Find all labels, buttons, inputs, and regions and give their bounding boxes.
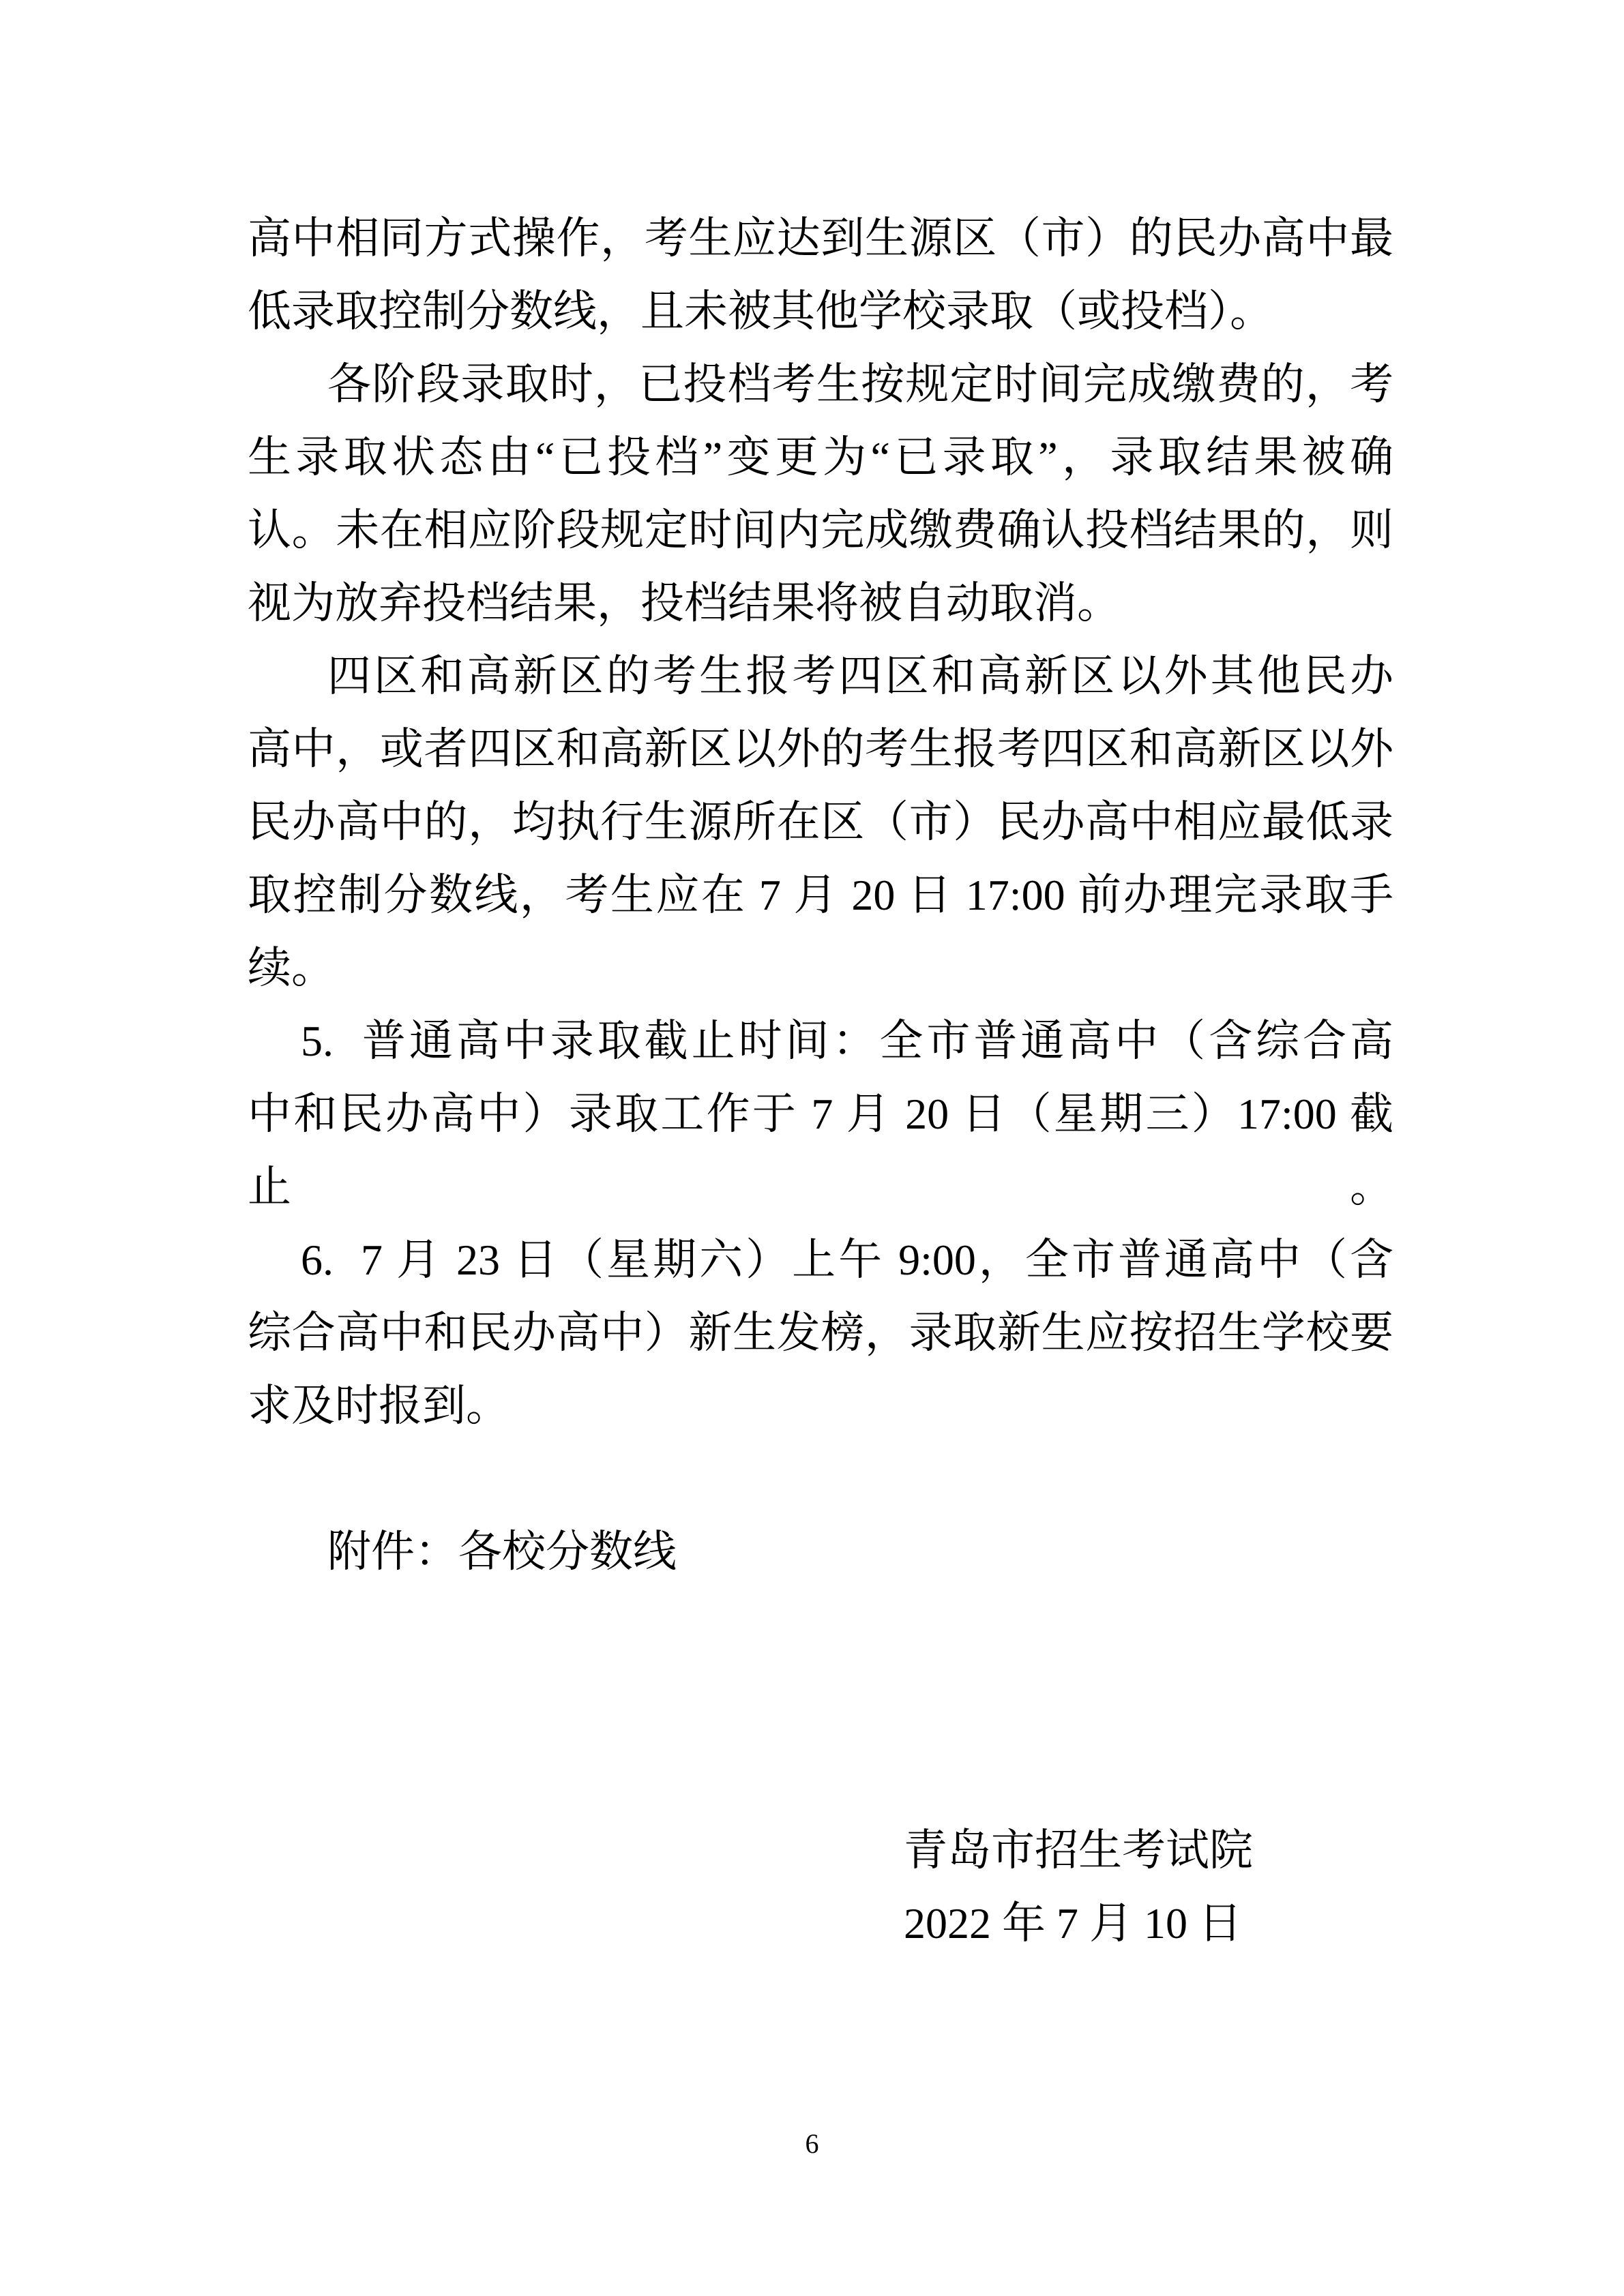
item-5-line-1: 5. 普通高中录取截止时间：全市普通高中（含综合高 [301, 1017, 1393, 1065]
body-line-2: 低录取控制分数线，且未被其他学校录取（或投档）。 [248, 287, 1273, 336]
body-line-11: 续。 [248, 944, 335, 992]
body-line-10: 取控制分数线，考生应在 7 月 20 日 17:00 前办理完录取手 [248, 871, 1393, 919]
item-6-line-1: 6. 7 月 23 日（星期六）上午 9:00，全市普通高中（含 [301, 1236, 1393, 1284]
page-number: 6 [805, 2128, 819, 2159]
body-line-8: 高中，或者四区和高新区以外的考生报考四区和高新区以外 [248, 725, 1393, 773]
body-line-6: 视为放弃投档结果，投档结果将被自动取消。 [248, 579, 1121, 627]
attachment-note: 附件：各校分数线 [327, 1527, 677, 1576]
body-line-9: 民办高中的，均执行生源所在区（市）民办高中相应最低录 [248, 798, 1393, 846]
item-6-line-2: 综合高中和民办高中）新生发榜，录取新生应按招生学校要 [248, 1309, 1393, 1357]
document-content [248, 202, 1393, 1960]
body-line-1: 高中相同方式操作，考生应达到生源区（市）的民办高中最 [248, 214, 1393, 263]
body-line-5: 认。未在相应阶段规定时间内完成缴费确认投档结果的，则 [248, 506, 1393, 554]
body-line-7: 四区和高新区的考生报考四区和高新区以外其他民办 [327, 652, 1393, 700]
signature-org: 青岛市招生考试院 [904, 1826, 1253, 1875]
signature-date: 2022 年 7 月 10 日 [904, 1899, 1242, 1948]
item-5-line-2: 中和民办高中）录取工作于 7 月 20 日（星期三）17:00 截止。 [248, 1090, 1393, 1211]
body-line-3: 各阶段录取时，已投档考生按规定时间完成缴费的，考 [327, 360, 1393, 408]
signature-block [248, 1814, 1393, 1960]
body-line-4: 生录取状态由“已投档”变更为“已录取”，录取结果被确 [248, 433, 1393, 481]
item-6-line-3: 求及时报到。 [248, 1382, 510, 1430]
